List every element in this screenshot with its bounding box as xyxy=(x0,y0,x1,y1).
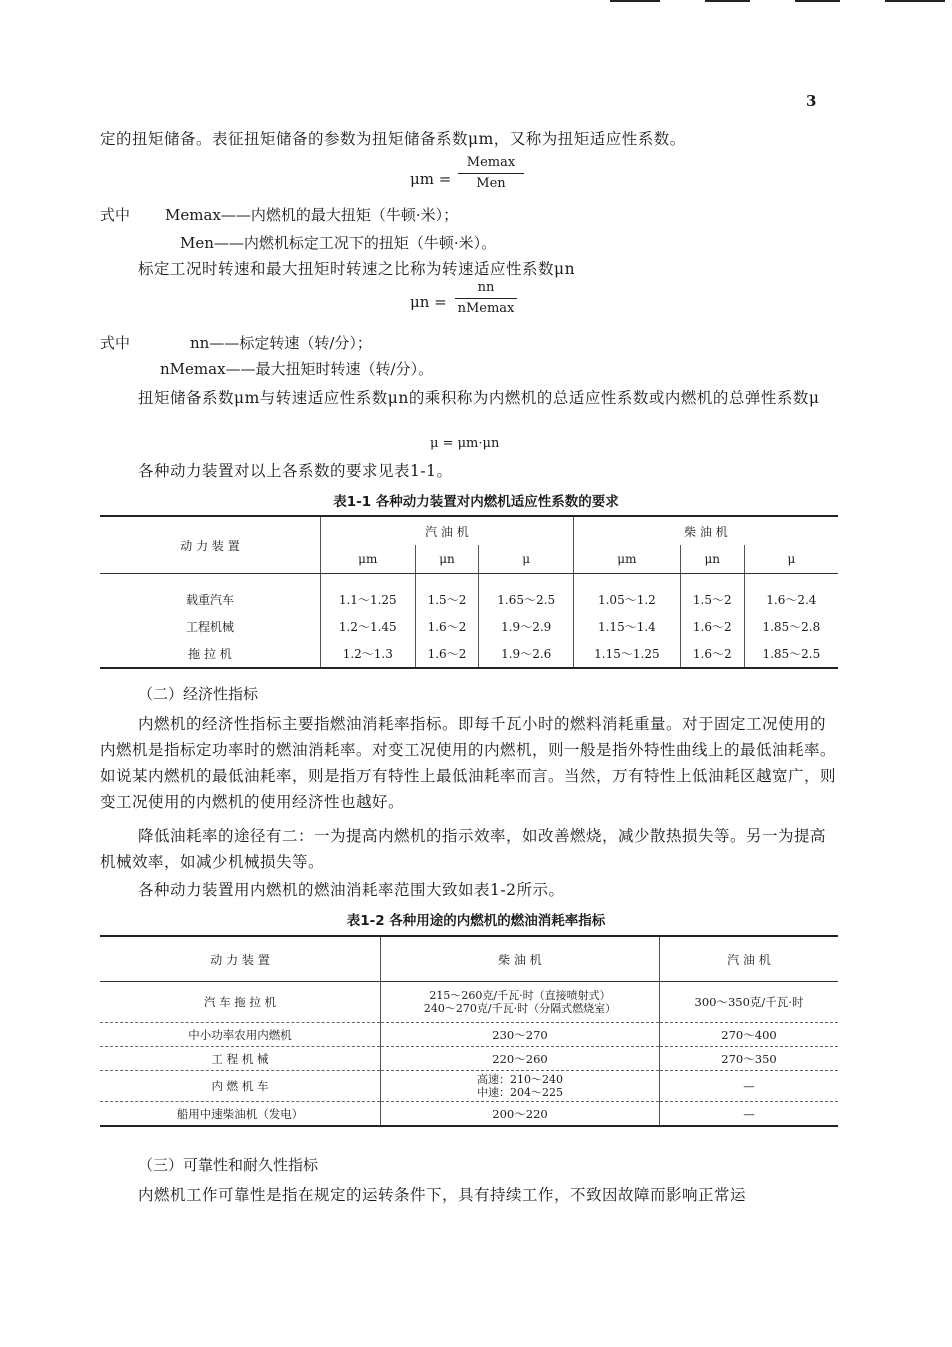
where1-line1: Memax——内燃机的最大扭矩（牛顿·米）； xyxy=(165,206,459,224)
page-number: 3 xyxy=(806,92,817,110)
table2-diesel-cell xyxy=(381,982,660,1023)
table1-device: 载重汽车 xyxy=(185,593,234,607)
formula1-lhs: μm = xyxy=(410,170,452,188)
table1-cell: 1.6～2 xyxy=(415,640,479,668)
table2-diesel-line: 中速：204～225 xyxy=(477,1086,563,1099)
table2-gasoline-cell: — xyxy=(660,1102,839,1127)
formula3: μ = μm·μn xyxy=(430,436,500,451)
section-heading-reliability: （三）可靠性和耐久性指标 xyxy=(138,1156,319,1174)
table2-diesel-line: 215～260克/千瓦·时（直接喷射式） xyxy=(429,989,611,1002)
table1-cell: 1.6～2 xyxy=(415,613,479,640)
table1-cell: 1.15～1.25 xyxy=(573,640,680,668)
table1-cell: 1.6～2.4 xyxy=(744,574,838,614)
paragraph-table2-ref: 各种动力装置用内燃机的燃油消耗率范围大致如表1-2所示。 xyxy=(138,881,565,899)
table1-sub-header: μ xyxy=(479,545,574,574)
table1-cell: 1.85～2.8 xyxy=(744,613,838,640)
formula2-numerator: nn xyxy=(477,280,495,295)
table2-diesel-cell: 200～220 xyxy=(381,1102,660,1127)
table-row xyxy=(100,1047,838,1071)
fraction-bar xyxy=(458,173,524,174)
top-rule xyxy=(885,0,945,2)
table1-device: 工程机械 xyxy=(185,620,234,634)
where1-line2: Men——内燃机标定工况下的扭矩（牛顿·米）。 xyxy=(180,234,497,252)
paragraph-total-elasticity: 扭矩储备系数μm与转速适应性系数μn的乘积称为内燃机的总适应性系数或内燃机的总弹性系数μ xyxy=(138,389,820,407)
table1-cell: 1.2～1.45 xyxy=(321,613,416,640)
table-row xyxy=(100,1071,838,1102)
table-row xyxy=(100,574,838,614)
table1-cell: 1.85～2.5 xyxy=(744,640,838,668)
where1-label: 式中 xyxy=(100,206,131,224)
table1-sub-header: μm xyxy=(321,545,416,574)
table2-diesel-cell: 220～260 xyxy=(381,1047,660,1071)
top-rule xyxy=(795,0,840,2)
table2-device: 汽 车 拖 拉 机 xyxy=(100,982,381,1023)
table1-col-device: 动 力 装 置 xyxy=(100,516,321,574)
table-row xyxy=(100,1023,838,1047)
formula1-fraction xyxy=(458,154,524,193)
table2-header: 汽 油 机 xyxy=(660,936,839,982)
table1-group-gasoline: 汽 油 机 xyxy=(321,516,574,545)
table2-diesel-cell xyxy=(381,1071,660,1102)
table1-sub-header: μm xyxy=(573,545,680,574)
table1-cell: 1.05～1.2 xyxy=(573,574,680,614)
table-row xyxy=(100,1102,838,1127)
table1-caption: 表1-1 各种动力装置对内燃机适应性系数的要求 xyxy=(333,494,619,510)
table1-group-diesel: 柴 油 机 xyxy=(573,516,838,545)
formula1-numerator: Memax xyxy=(466,155,516,170)
table2-diesel-line: 高速：210～240 xyxy=(477,1073,563,1086)
paragraph-speed-factor: 标定工况时转速和最大扭矩时转速之比称为转速适应性系数μn xyxy=(138,260,576,278)
table2-gasoline-cell: 300～350克/千瓦·时 xyxy=(660,982,839,1023)
table1-cell: 1.9～2.9 xyxy=(479,613,574,640)
paragraph-reduce-consumption: 降低油耗率的途径有二：一为提高内燃机的指示效率，如改善燃烧，减少散热损失等。另一为提高机械效率，如减少机械损失等。 xyxy=(100,827,827,871)
table1-cell: 1.1～1.25 xyxy=(321,574,416,614)
where2-line2: nMemax——最大扭矩时转速（转/分）。 xyxy=(160,360,434,378)
table1-cell: 1.5～2 xyxy=(415,574,479,614)
paragraph-table1-ref: 各种动力装置对以上各系数的要求见表1-1。 xyxy=(138,462,453,480)
section-heading-economy: （二）经济性指标 xyxy=(138,685,259,703)
table-row xyxy=(100,640,838,668)
table2-header: 动 力 装 置 xyxy=(100,936,381,982)
table1-cell: 1.6～2 xyxy=(680,613,744,640)
table1-cell: 1.2～1.3 xyxy=(321,640,416,668)
table2 xyxy=(100,935,838,1127)
table1-sub-header: μ xyxy=(744,545,838,574)
paragraph-torque-reserve: 定的扭矩储备。表征扭矩储备的参数为扭矩储备系数μm，又称为扭矩适应性系数。 xyxy=(100,130,686,148)
table-row xyxy=(100,982,838,1023)
where2-label: 式中 xyxy=(100,334,131,352)
table1-cell: 1.15～1.4 xyxy=(573,613,680,640)
table-row xyxy=(100,613,838,640)
fraction-bar xyxy=(455,298,517,299)
table2-diesel-cell: 230～270 xyxy=(381,1023,660,1047)
table1-cell: 1.6～2 xyxy=(680,640,744,668)
table1-sub-header: μn xyxy=(680,545,744,574)
table2-device: 船用中速柴油机（发电） xyxy=(176,1106,304,1121)
table1-cell: 1.5～2 xyxy=(680,574,744,614)
table1 xyxy=(100,515,838,669)
formula2-fraction xyxy=(455,279,517,318)
formula2-lhs: μn = xyxy=(410,293,447,311)
table2-gasoline-cell: 270～350 xyxy=(660,1047,839,1071)
paragraph-reliability: 内燃机工作可靠性是指在规定的运转条件下，具有持续工作，不致因故障而影响正常运 xyxy=(138,1186,747,1204)
table1-device: 拖 拉 机 xyxy=(188,647,232,661)
table2-gasoline-cell: 270～400 xyxy=(660,1023,839,1047)
table2-device: 中小功率农用内燃机 xyxy=(100,1023,381,1047)
formula1-denominator: Men xyxy=(476,176,506,191)
table2-gasoline-cell: — xyxy=(660,1071,839,1102)
table1-sub-header: μn xyxy=(415,545,479,574)
formula2-denominator: nMemax xyxy=(457,301,515,316)
table1-cell: 1.9～2.6 xyxy=(479,640,574,668)
table1-cell: 1.65～2.5 xyxy=(479,574,574,614)
paragraph-economy: 内燃机的经济性指标主要指燃油消耗率指标。即每千瓦小时的燃料消耗重量。对于固定工况使用的内燃机是指标定功率时的燃油消耗率。对变工况使用的内燃机，则一般是指外特性曲线上的最低油耗率。如说某内燃机的最低油耗率，则是指万有特性上最低油耗率而言。当然，万有特性上低油耗区越宽广，则变工况使用的内燃机的使用经济性也越好。 xyxy=(100,715,837,811)
table2-device: 工 程 机 械 xyxy=(100,1047,381,1071)
table2-device: 内 燃 机 车 xyxy=(100,1071,381,1102)
where2-line1: nn——标定转速（转/分）； xyxy=(190,334,372,352)
table2-diesel-line: 240～270克/千瓦·时（分隔式燃烧室） xyxy=(423,1002,617,1015)
top-rule xyxy=(610,0,660,2)
table2-header: 柴 油 机 xyxy=(381,936,660,982)
table2-caption: 表1-2 各种用途的内燃机的燃油消耗率指标 xyxy=(346,913,606,929)
top-rule xyxy=(705,0,750,2)
